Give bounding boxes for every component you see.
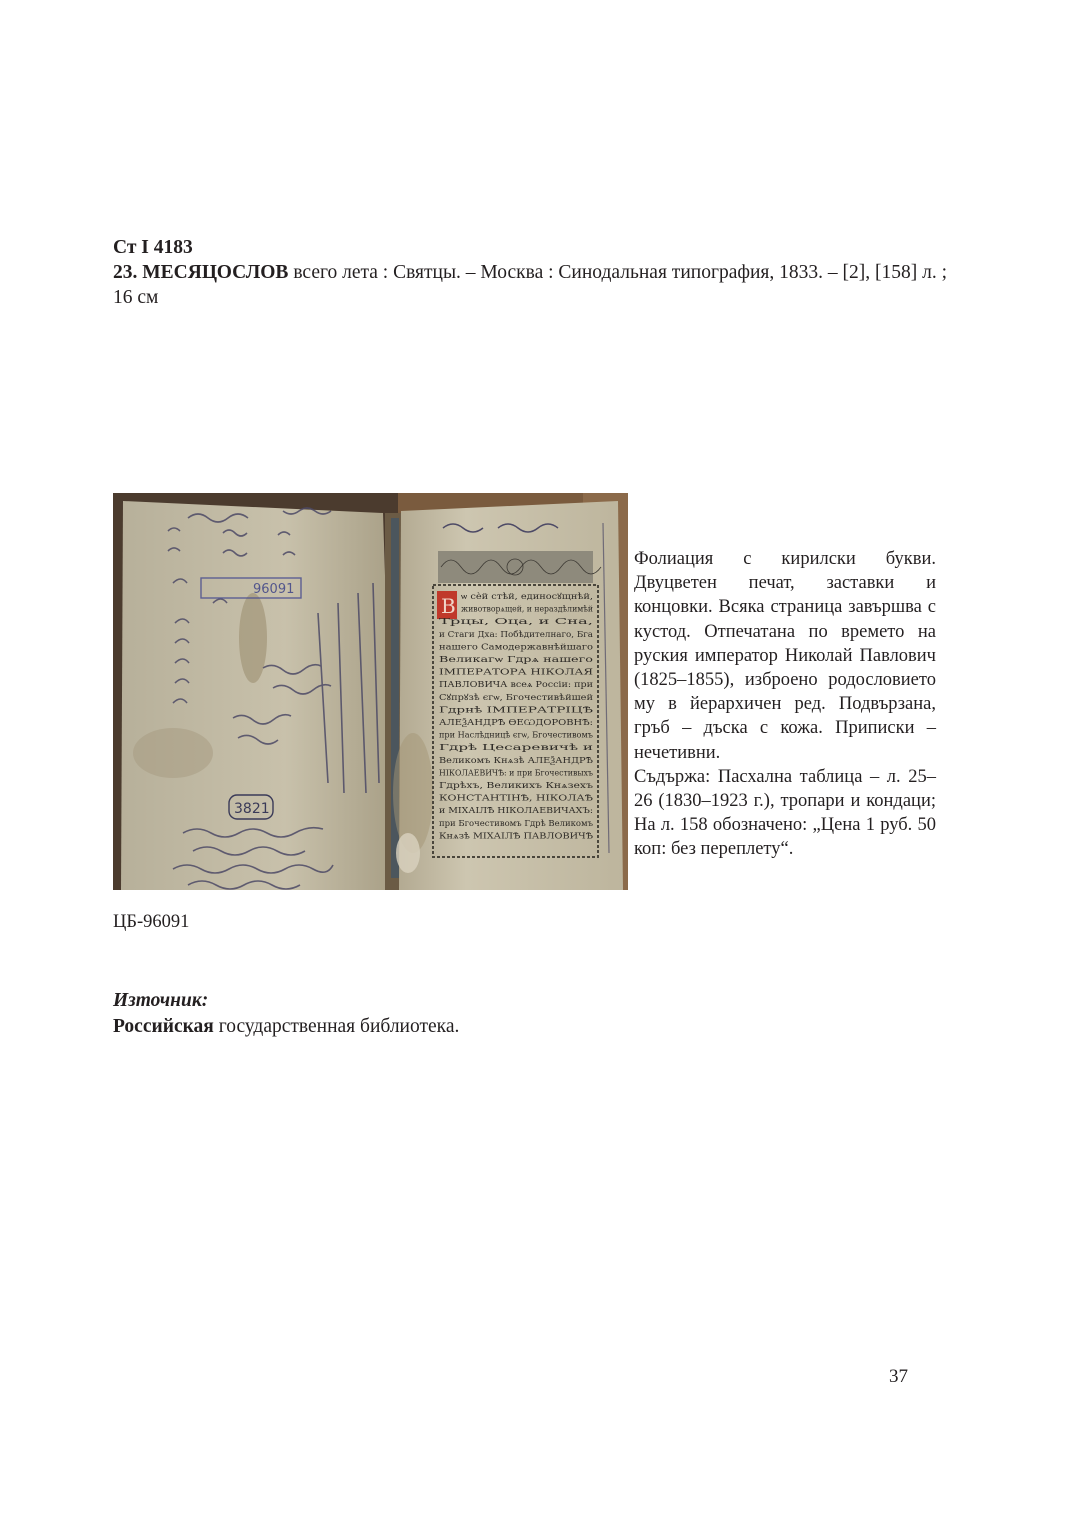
photo-stamp-text: 96091: [253, 582, 295, 597]
photo-text-line: НІКОЛАЕВИЧѢ: и при Бгочестивыхъ: [439, 767, 593, 778]
photo-text-line: КОНСТАНТІНѢ, НІКОЛАѢ: [439, 792, 593, 803]
source-name-rest: государственная библиотека.: [213, 1016, 460, 1037]
bibliographic-entry: [113, 260, 948, 310]
source-text: [113, 1014, 459, 1039]
photo-text-line: Великомъ Кнѧзѣ АЛЕѮАНДРѢ: [439, 754, 593, 765]
source-label-word: Източник: [113, 990, 202, 1011]
inventory-number: ЦБ-96091: [113, 912, 190, 932]
entry-imprint: всего лета : Святцы. – Москва : Синодальная типография, 1833. – [2], [158] л. ; 16 см: [113, 262, 948, 308]
photo-text-line: Кнѧзѣ МІХАІЛѢ ПАВЛОВИЧѢ: [439, 830, 593, 841]
source-name-bold: Российская: [113, 1016, 214, 1037]
photo-text-line: ІМПЕРАТОРА НІКОЛАЯ: [439, 666, 594, 677]
description-paragraph-2: Съдържа: Пасхална таблица – л. 25–26 (1830–1923 г.), тропари и кондаци; На л. 158 обозначено: „Цена 1 руб. 50 коп: без переплету“.: [634, 766, 936, 860]
photo-text-line: Гдрѣхъ, Великихъ Кнѧзехъ: [439, 780, 593, 790]
entry-number: 23.: [113, 262, 138, 283]
description: [634, 547, 936, 862]
photo-text-line: ѡ сѐй стѣй, единосꙋщнѣй,: [461, 591, 593, 601]
page-number: 37: [889, 1366, 908, 1387]
photo-text-line: Великагѡ Гдрѧ нашего: [439, 654, 594, 664]
photo-text-line: ПАВЛОВИЧА всеѧ Россіи: при: [439, 679, 594, 690]
description-paragraph-1: Фолиация с кирилски букви. Двуцветен печат, заставки и концовки. Всяка страница завършва с кустод. Отпечатана по времето на руския император Николай Павлович (1825–1855), изброено родословието му в йерархичен ред. Подвързана, гръб – дъска с кожа. Приписки – нечетивни.: [634, 549, 936, 763]
photo-text-line: Гдрнѣ ІМПЕРАТРІЦѢ: [439, 704, 593, 715]
photo-stamp-number: 3821: [234, 801, 270, 817]
photo-text-line: АЛЕѮАНДРѢ ѲЕѠДОРОВНѢ:: [439, 717, 593, 727]
photo-text-line: Трцы, Оца, и Сна,: [439, 616, 593, 627]
photo-text-line: при Бгочестивомъ Гдрѣ Великомъ: [439, 817, 593, 828]
shelfmark: Ст I 4183: [113, 237, 193, 258]
source-label: [113, 988, 208, 1013]
source-label-colon: :: [201, 990, 209, 1011]
photo-text-line: и Стаги Дха: Побѣдителнаго, Бга: [439, 628, 594, 639]
photo-text-line: Сꙋпрꙋзѣ єгѡ, Бгочестивѣйшей: [439, 691, 594, 702]
svg-text:В: В: [441, 594, 456, 618]
photo-text-line: нашего Самодержавнѣйшаго: [439, 641, 594, 652]
open-book-photo: [113, 493, 628, 890]
photo-text-line: при Наслѣдницѣ єгѡ, Бгочестивомъ: [439, 729, 593, 740]
photo-text-line: и МІХАІЛѢ НІКОЛАЕВИЧАХЪ:: [439, 805, 593, 816]
photo-text-line: Гдрѣ Цесаревичѣ и: [439, 742, 594, 753]
photo-text-line: животворѧщей, и нераздѣлимѣй: [461, 603, 594, 614]
entry-title: МЕСЯЦОСЛОВ: [142, 262, 289, 283]
